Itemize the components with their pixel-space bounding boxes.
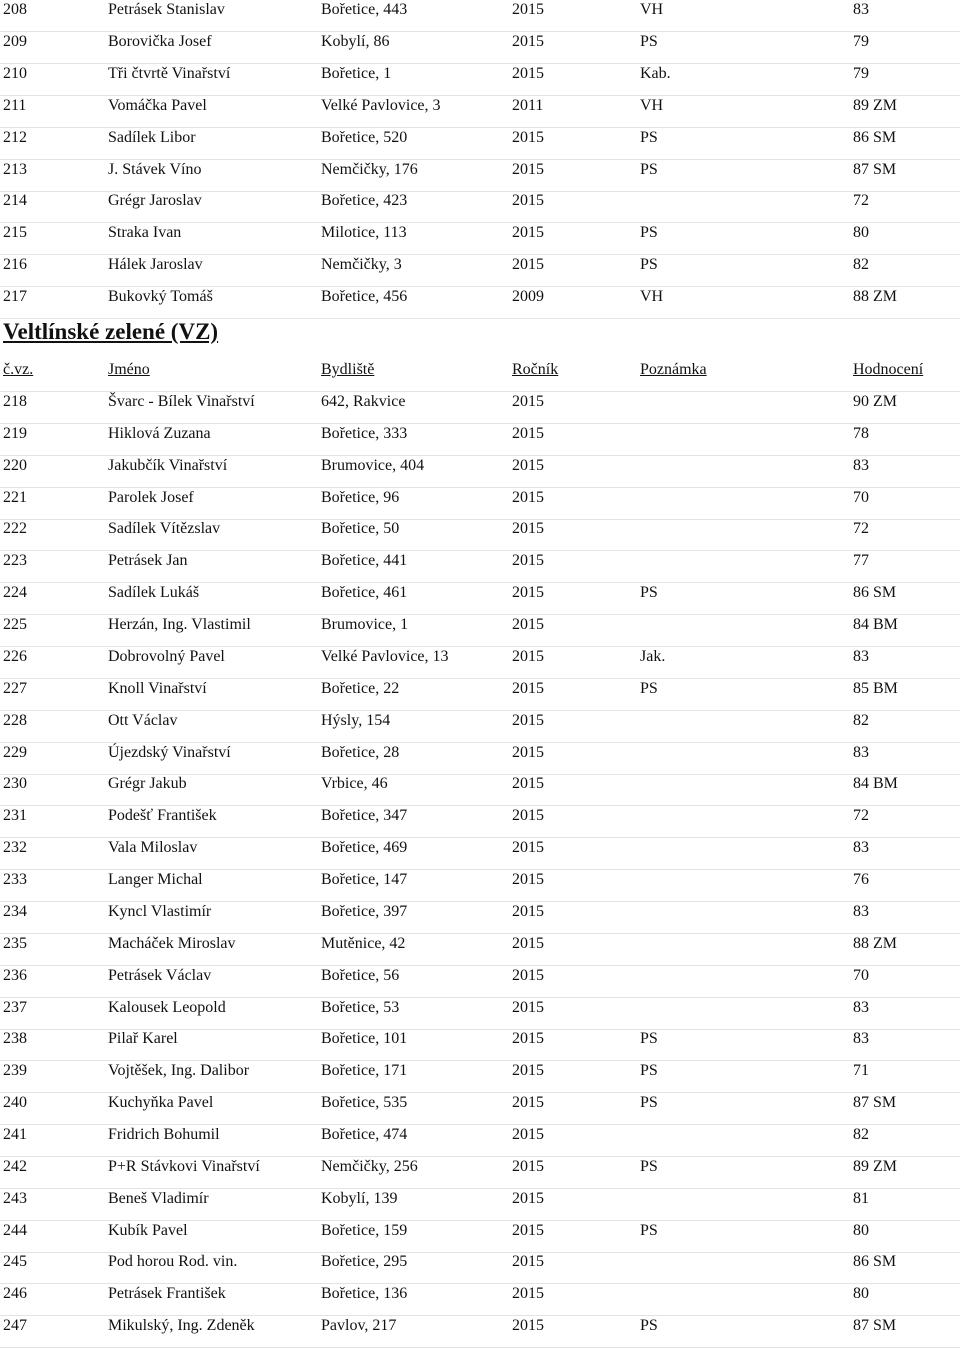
- cell-year: 2015: [512, 1094, 544, 1112]
- cell-name: Sadílek Lukáš: [108, 584, 200, 602]
- table-row: [0, 255, 960, 287]
- table-header-row: [0, 360, 960, 392]
- cell-number: 215: [3, 224, 27, 242]
- cell-name: Petrásek Jan: [108, 552, 188, 570]
- header-number: č.vz.: [3, 361, 34, 378]
- cell-rating: 72: [853, 807, 869, 825]
- table-row: [0, 160, 960, 192]
- cell-name: Parolek Josef: [108, 488, 194, 506]
- cell-name: Sadílek Vítězslav: [108, 520, 221, 538]
- cell-number: 245: [3, 1253, 27, 1271]
- cell-note: VH: [640, 96, 664, 114]
- cell-year: 2015: [512, 1, 544, 18]
- cell-address: Bořetice, 520: [321, 128, 408, 146]
- cell-rating: 80: [853, 1221, 869, 1239]
- cell-address: Hýsly, 154: [321, 711, 391, 729]
- table-row: [0, 64, 960, 96]
- cell-name: Kalousek Leopold: [108, 998, 226, 1016]
- table-row: [0, 287, 960, 319]
- cell-name: P+R Stávkovi Vinařství: [108, 1157, 260, 1175]
- cell-note: PS: [640, 1317, 658, 1335]
- cell-rating: 70: [853, 488, 869, 506]
- cell-year: 2015: [512, 1285, 544, 1303]
- cell-address: Velké Pavlovice, 13: [321, 647, 449, 665]
- cell-rating: 77: [853, 552, 869, 570]
- cell-year: 2015: [512, 1189, 544, 1207]
- cell-address: Nemčičky, 256: [321, 1157, 418, 1175]
- cell-rating: 84 BM: [853, 775, 898, 793]
- table-row: [0, 96, 960, 128]
- cell-rating: 70: [853, 966, 869, 984]
- cell-rating: 84 BM: [853, 616, 898, 634]
- cell-address: Bořetice, 347: [321, 807, 408, 825]
- cell-year: 2015: [512, 711, 544, 729]
- cell-rating: 82: [853, 1126, 869, 1143]
- cell-rating: 81: [853, 1189, 869, 1207]
- table-row: [0, 191, 960, 223]
- cell-number: 228: [3, 711, 27, 729]
- table-row: [0, 647, 960, 679]
- cell-year: 2015: [512, 256, 544, 274]
- cell-rating: 83: [853, 647, 869, 665]
- cell-note: PS: [640, 160, 658, 178]
- cell-name: Vala Miloslav: [108, 839, 198, 857]
- cell-address: Bořetice, 1: [321, 64, 392, 82]
- cell-name: Jakubčík Vinařství: [108, 456, 228, 474]
- cell-rating: 71: [853, 1062, 869, 1080]
- table-row: [0, 32, 960, 64]
- cell-name: Straka Ivan: [108, 224, 182, 242]
- cell-name: Macháček Miroslav: [108, 934, 236, 952]
- cell-address: Bořetice, 423: [321, 192, 408, 210]
- cell-rating: 83: [853, 902, 869, 920]
- cell-address: Kobylí, 139: [321, 1189, 398, 1207]
- cell-address: Velké Pavlovice, 3: [321, 96, 441, 114]
- table-row: [0, 128, 960, 160]
- cell-rating: 83: [853, 456, 869, 474]
- cell-address: Bořetice, 53: [321, 998, 400, 1016]
- cell-number: 211: [3, 96, 27, 114]
- cell-address: Bořetice, 461: [321, 584, 408, 602]
- cell-note: PS: [640, 1157, 658, 1175]
- cell-number: 241: [3, 1126, 27, 1143]
- cell-name: Bukovký Tomáš: [108, 288, 213, 306]
- cell-address: Bořetice, 441: [321, 552, 408, 570]
- cell-number: 218: [3, 393, 27, 410]
- cell-note: VH: [640, 1, 664, 18]
- cell-note: PS: [640, 1030, 658, 1048]
- cell-number: 221: [3, 488, 27, 506]
- cell-year: 2015: [512, 998, 544, 1016]
- cell-rating: 86 SM: [853, 128, 897, 146]
- cell-address: Nemčičky, 3: [321, 256, 402, 274]
- table-row: [0, 615, 960, 647]
- table-row: [0, 1061, 960, 1093]
- cell-address: Bořetice, 136: [321, 1285, 408, 1303]
- cell-name: Grégr Jakub: [108, 775, 187, 793]
- cell-year: 2015: [512, 224, 544, 242]
- cell-address: Bořetice, 22: [321, 679, 400, 697]
- cell-number: 240: [3, 1094, 27, 1112]
- cell-address: Bořetice, 456: [321, 288, 408, 306]
- cell-name: Pilař Karel: [108, 1030, 178, 1048]
- table-row: [0, 392, 960, 424]
- cell-rating: 76: [853, 871, 869, 889]
- cell-rating: 85 BM: [853, 679, 898, 697]
- cell-rating: 80: [853, 224, 869, 242]
- table-row: [0, 774, 960, 806]
- cell-year: 2015: [512, 902, 544, 920]
- cell-address: Milotice, 113: [321, 224, 407, 242]
- cell-number: 213: [3, 160, 27, 178]
- table-row: [0, 519, 960, 551]
- cell-year: 2015: [512, 160, 544, 178]
- cell-year: 2015: [512, 584, 544, 602]
- cell-note: PS: [640, 679, 658, 697]
- cell-rating: 87 SM: [853, 160, 897, 178]
- cell-number: 222: [3, 520, 27, 538]
- cell-year: 2015: [512, 64, 544, 82]
- cell-name: Podešť František: [108, 807, 217, 825]
- cell-year: 2015: [512, 424, 544, 442]
- cell-number: 233: [3, 871, 27, 889]
- cell-address: Vrbice, 46: [321, 775, 388, 793]
- cell-rating: 79: [853, 32, 869, 50]
- cell-rating: 90 ZM: [853, 393, 897, 410]
- cell-rating: 72: [853, 520, 869, 538]
- cell-rating: 83: [853, 998, 869, 1016]
- table-row: [0, 743, 960, 775]
- cell-note: PS: [640, 1062, 658, 1080]
- cell-note: PS: [640, 128, 658, 146]
- table-row: [0, 711, 960, 743]
- table-row: [0, 488, 960, 520]
- cell-number: 232: [3, 839, 27, 857]
- cell-number: 246: [3, 1285, 27, 1303]
- cell-name: Herzán, Ing. Vlastimil: [108, 616, 251, 634]
- table-row: [0, 1157, 960, 1189]
- cell-year: 2015: [512, 934, 544, 952]
- cell-year: 2015: [512, 647, 544, 665]
- cell-name: Vojtěšek, Ing. Dalibor: [108, 1062, 250, 1080]
- cell-year: 2015: [512, 839, 544, 857]
- table-row: [0, 998, 960, 1030]
- table-row: [0, 1189, 960, 1221]
- cell-year: 2015: [512, 775, 544, 793]
- cell-note: PS: [640, 256, 658, 274]
- cell-year: 2015: [512, 128, 544, 146]
- cell-note: Jak.: [640, 647, 666, 665]
- cell-number: 239: [3, 1062, 27, 1080]
- cell-name: Langer Michal: [108, 871, 203, 889]
- cell-name: Sadílek Libor: [108, 128, 196, 146]
- cell-address: Bořetice, 171: [321, 1062, 408, 1080]
- cell-rating: 83: [853, 839, 869, 857]
- cell-address: Bořetice, 333: [321, 424, 408, 442]
- cell-name: Ott Václav: [108, 711, 178, 729]
- cell-year: 2011: [512, 96, 544, 114]
- cell-year: 2015: [512, 488, 544, 506]
- cell-name: Mikulský, Ing. Zdeněk: [108, 1317, 255, 1335]
- cell-rating: 79: [853, 64, 869, 82]
- cell-address: Nemčičky, 176: [321, 160, 418, 178]
- header-rating: Hodnocení: [853, 361, 924, 378]
- table-row: [0, 223, 960, 255]
- cell-note: PS: [640, 1094, 658, 1112]
- cell-number: 210: [3, 64, 27, 82]
- cell-name: Tři čtvrtě Vinařství: [108, 64, 231, 82]
- cell-note: PS: [640, 32, 658, 50]
- cell-name: Petrásek Stanislav: [108, 1, 225, 18]
- cell-number: 227: [3, 679, 27, 697]
- cell-note: VH: [640, 288, 664, 306]
- cell-number: 220: [3, 456, 27, 474]
- cell-name: Borovička Josef: [108, 32, 212, 50]
- cell-number: 216: [3, 256, 27, 274]
- cell-name: Švarc - Bílek Vinařství: [108, 393, 255, 410]
- header-name: Jméno: [108, 361, 150, 378]
- cell-note: PS: [640, 1221, 658, 1239]
- cell-rating: 83: [853, 1, 869, 18]
- table-row: [0, 1316, 960, 1348]
- cell-number: 225: [3, 616, 27, 634]
- cell-name: Kuchyňka Pavel: [108, 1094, 214, 1112]
- cell-year: 2015: [512, 966, 544, 984]
- cell-number: 243: [3, 1189, 27, 1207]
- cell-name: Petrásek Václav: [108, 966, 212, 984]
- header-address: Bydliště: [321, 361, 375, 378]
- cell-address: Bořetice, 397: [321, 902, 408, 920]
- table-row: [0, 583, 960, 615]
- cell-rating: 83: [853, 1030, 869, 1048]
- cell-address: Mutěnice, 42: [321, 934, 406, 952]
- cell-number: 208: [3, 1, 27, 18]
- cell-rating: 86 SM: [853, 1253, 897, 1271]
- cell-number: 214: [3, 192, 27, 210]
- cell-rating: 86 SM: [853, 584, 897, 602]
- cell-name: Hálek Jaroslav: [108, 256, 203, 274]
- cell-number: 212: [3, 128, 27, 146]
- cell-number: 235: [3, 934, 27, 952]
- cell-rating: 87 SM: [853, 1317, 897, 1335]
- table-row: [0, 806, 960, 838]
- cell-address: Bořetice, 535: [321, 1094, 408, 1112]
- cell-number: 230: [3, 775, 27, 793]
- table-row: [0, 934, 960, 966]
- cell-note: PS: [640, 584, 658, 602]
- cell-year: 2015: [512, 32, 544, 50]
- cell-year: 2015: [512, 871, 544, 889]
- cell-name: Knoll Vinařství: [108, 679, 207, 697]
- cell-address: Bořetice, 159: [321, 1221, 408, 1239]
- table-row: [0, 551, 960, 583]
- table-row: [0, 679, 960, 711]
- cell-name: Hiklová Zuzana: [108, 424, 211, 442]
- table-row: [0, 870, 960, 902]
- cell-address: Bořetice, 56: [321, 966, 400, 984]
- cell-name: Vomáčka Pavel: [108, 96, 207, 114]
- cell-name: Pod horou Rod. vin.: [108, 1253, 238, 1271]
- table-row: [0, 838, 960, 870]
- cell-year: 2015: [512, 1221, 544, 1239]
- cell-number: 209: [3, 32, 27, 50]
- cell-note: PS: [640, 224, 658, 242]
- cell-year: 2015: [512, 456, 544, 474]
- table-row: [0, 424, 960, 456]
- cell-rating: 72: [853, 192, 869, 210]
- cell-name: Beneš Vladimír: [108, 1189, 209, 1207]
- cell-note: Kab.: [640, 64, 671, 82]
- cell-address: Bořetice, 147: [321, 871, 408, 889]
- table-row: [0, 1284, 960, 1316]
- cell-number: 217: [3, 288, 27, 306]
- cell-number: 223: [3, 552, 27, 570]
- table-row: [0, 1093, 960, 1125]
- cell-number: 237: [3, 998, 27, 1016]
- cell-address: Bořetice, 28: [321, 743, 400, 761]
- cell-address: Kobylí, 86: [321, 32, 390, 50]
- cell-rating: 78: [853, 424, 869, 442]
- cell-rating: 87 SM: [853, 1094, 897, 1112]
- cell-address: Pavlov, 217: [321, 1317, 397, 1335]
- cell-year: 2009: [512, 288, 544, 306]
- cell-year: 2015: [512, 679, 544, 697]
- cell-name: Petrásek František: [108, 1285, 226, 1303]
- cell-year: 2015: [512, 743, 544, 761]
- cell-number: 231: [3, 807, 27, 825]
- cell-year: 2015: [512, 520, 544, 538]
- cell-year: 2015: [512, 1062, 544, 1080]
- cell-number: 234: [3, 902, 27, 920]
- table-row: [0, 1252, 960, 1284]
- table-row: [0, 1125, 960, 1157]
- cell-name: Fridrich Bohumil: [108, 1126, 220, 1143]
- cell-name: Kubík Pavel: [108, 1221, 188, 1239]
- cell-year: 2015: [512, 807, 544, 825]
- cell-rating: 82: [853, 256, 869, 274]
- cell-year: 2015: [512, 1157, 544, 1175]
- cell-address: Bořetice, 295: [321, 1253, 408, 1271]
- cell-address: Bořetice, 50: [321, 520, 400, 538]
- cell-year: 2015: [512, 1253, 544, 1271]
- cell-year: 2015: [512, 393, 544, 410]
- cell-number: 226: [3, 647, 27, 665]
- table-row: [0, 902, 960, 934]
- cell-name: Kyncl Vlastimír: [108, 902, 212, 920]
- cell-name: Dobrovolný Pavel: [108, 647, 225, 665]
- table-row: [0, 1221, 960, 1253]
- cell-rating: 82: [853, 711, 869, 729]
- cell-address: Brumovice, 1: [321, 616, 409, 634]
- cell-address: Bořetice, 96: [321, 488, 400, 506]
- cell-name: Újezdský Vinařství: [108, 743, 231, 761]
- cell-address: Bořetice, 474: [321, 1126, 408, 1143]
- cell-name: Grégr Jaroslav: [108, 192, 202, 210]
- cell-year: 2015: [512, 1317, 544, 1335]
- cell-rating: 88 ZM: [853, 288, 897, 306]
- cell-year: 2015: [512, 616, 544, 634]
- table-row: [0, 0, 960, 32]
- section-title: Veltlínské zelené (VZ): [3, 319, 219, 344]
- cell-number: 238: [3, 1030, 27, 1048]
- cell-number: 236: [3, 966, 27, 984]
- header-year: Ročník: [512, 361, 559, 378]
- cell-rating: 80: [853, 1285, 869, 1303]
- cell-rating: 88 ZM: [853, 934, 897, 952]
- cell-rating: 89 ZM: [853, 96, 897, 114]
- cell-address: Bořetice, 443: [321, 1, 408, 18]
- cell-address: Bořetice, 101: [321, 1030, 408, 1048]
- cell-number: 219: [3, 424, 27, 442]
- cell-number: 247: [3, 1317, 27, 1335]
- cell-year: 2015: [512, 192, 544, 210]
- cell-name: J. Stávek Víno: [108, 160, 202, 178]
- cell-year: 2015: [512, 552, 544, 570]
- cell-address: Bořetice, 469: [321, 839, 408, 857]
- cell-number: 229: [3, 743, 27, 761]
- cell-rating: 83: [853, 743, 869, 761]
- cell-year: 2015: [512, 1126, 544, 1143]
- table-row: [0, 1029, 960, 1061]
- cell-year: 2015: [512, 1030, 544, 1048]
- table-row: [0, 456, 960, 488]
- cell-address: 642, Rakvice: [321, 393, 406, 410]
- cell-number: 242: [3, 1157, 27, 1175]
- table-row: [0, 966, 960, 998]
- header-note: Poznámka: [640, 361, 707, 378]
- cell-rating: 89 ZM: [853, 1157, 897, 1175]
- cell-number: 224: [3, 584, 27, 602]
- cell-address: Brumovice, 404: [321, 456, 425, 474]
- cell-number: 244: [3, 1221, 27, 1239]
